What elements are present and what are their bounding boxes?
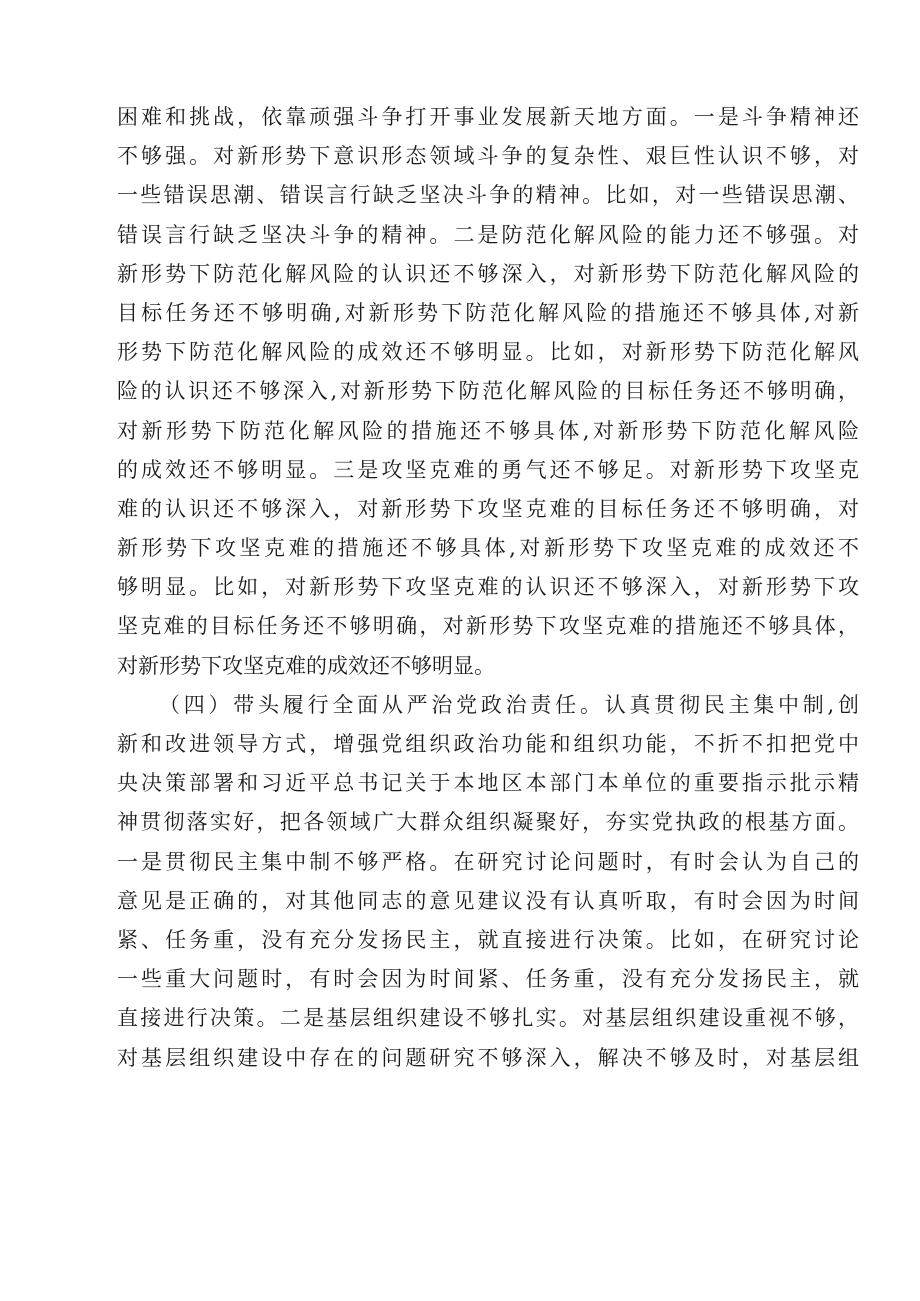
text-line: 对基层组织建设中存在的问题研究不够深入，解决不够及时，对基层组 xyxy=(117,1045,859,1070)
text-line: 新和改进领导方式，增强党组织政治功能和组织功能，不折不扣把党中 xyxy=(117,732,859,756)
text-line: 新形势下攻坚克难的措施还不够具体,对新形势下攻坚克难的成效还不 xyxy=(117,536,859,561)
text-line: 新形势下防范化解风险的认识还不够深入，对新形势下防范化解风险的 xyxy=(117,261,859,286)
text-line: 一是贯彻民主集中制不够严格。在研究讨论问题时，有时会认为自己的 xyxy=(117,849,859,874)
paragraph-party-governance xyxy=(117,686,859,1078)
text-line: 不够强。对新形势下意识形态领域斗争的复杂性、艰巨性认识不够，对 xyxy=(117,144,859,169)
text-line: 够明显。比如，对新形势下攻坚克难的认识还不够深入，对新形势下攻 xyxy=(117,575,859,600)
text-line: 一些重大问题时，有时会因为时间紧、任务重，没有充分发扬民主，就 xyxy=(117,967,859,992)
text-line: 目标任务还不够明确,对新形势下防范化解风险的措施还不够具体,对新 xyxy=(117,300,859,325)
paragraph-struggle xyxy=(117,98,859,686)
body-text xyxy=(117,98,859,1078)
text-line: 意见是正确的，对其他同志的意见建议没有认真听取，有时会因为时间 xyxy=(117,888,859,913)
text-line: 对新形势下攻坚克难的成效还不够明显。 xyxy=(117,653,495,678)
text-line: 错误言行缺乏坚决斗争的精神。二是防范化解风险的能力还不够强。对 xyxy=(117,222,859,247)
text-line: 直接进行决策。二是基层组织建设不够扎实。对基层组织建设重视不够， xyxy=(117,1006,859,1031)
text-line: 险的认识还不够深入,对新形势下防范化解风险的目标任务还不够明确， xyxy=(117,379,859,404)
text-line: 神贯彻落实好，把各领域广大群众组织凝聚好，夯实党执政的根基方面。 xyxy=(117,810,859,835)
text-line: 难的认识还不够深入，对新形势下攻坚克难的目标任务还不够明确，对 xyxy=(117,496,859,521)
text-line: 一些错误思潮、错误言行缺乏坚决斗争的精神。比如，对一些错误思潮、 xyxy=(117,183,859,208)
text-line: 紧、任务重，没有充分发扬民主，就直接进行决策。比如，在研究讨论 xyxy=(117,927,859,952)
text-line: 困难和挑战，依靠顽强斗争打开事业发展新天地方面。一是斗争精神还 xyxy=(117,105,859,129)
text-line: 对新形势下防范化解风险的措施还不够具体,对新形势下防范化解风险 xyxy=(117,418,859,443)
text-line: 央决策部署和习近平总书记关于本地区本部门本单位的重要指示批示精 xyxy=(117,771,859,796)
text-line: 形势下防范化解风险的成效还不够明显。比如，对新形势下防范化解风 xyxy=(117,340,859,365)
text-line: 的成效还不够明显。三是攻坚克难的勇气还不够足。对新形势下攻坚克 xyxy=(117,457,859,482)
section-heading-line: （四）带头履行全面从严治党政治责任。认真贯彻民主集中制,创 xyxy=(159,692,859,717)
text-line: 坚克难的目标任务还不够明确，对新形势下攻坚克难的措施还不够具体， xyxy=(117,614,859,639)
